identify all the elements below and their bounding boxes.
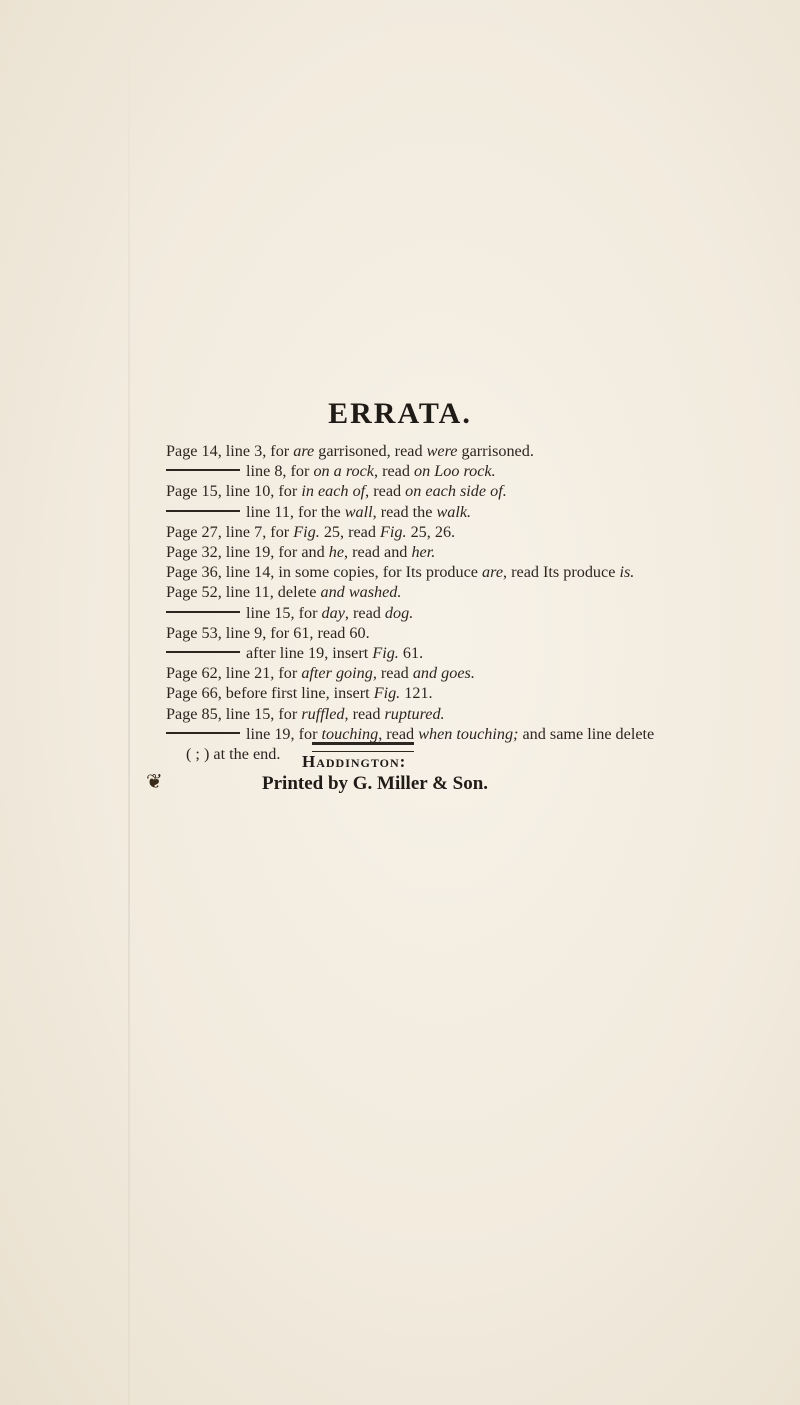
- ditto-dash: [166, 611, 240, 613]
- errata-italic-text: are: [482, 563, 504, 582]
- errata-italic-text: Fig.: [380, 522, 407, 541]
- page-fold: [128, 0, 130, 1405]
- errata-italic-text: he: [328, 543, 345, 562]
- errata-italic-text: and goes.: [412, 664, 475, 683]
- errata-text: and same line delete: [518, 724, 655, 743]
- errata-text: Page 15, line 10, for: [166, 482, 302, 501]
- errata-text: Page 14, line 3, for: [166, 442, 294, 460]
- errata-text: line 19, for: [246, 724, 322, 743]
- errata-text: , read: [344, 704, 385, 723]
- errata-italic-text: is.: [619, 563, 635, 582]
- errata-text: Page 66, before first line, insert: [166, 684, 374, 703]
- errata-text: Page 53, line 9, for 61, read 60.: [166, 623, 370, 642]
- errata-italic-text: ruptured.: [384, 704, 445, 723]
- errata-text: , read: [372, 664, 413, 683]
- ditto-dash: [166, 651, 240, 653]
- errata-text: line 8, for: [246, 462, 314, 481]
- errata-entry: [166, 744, 796, 764]
- errata-entry: [166, 441, 796, 461]
- errata-text: , read: [378, 724, 419, 743]
- errata-text: 25, 26.: [406, 522, 456, 541]
- errata-text: Page 36, line 14, in some copies, for Its produce: [166, 563, 483, 582]
- ditto-dash: [166, 510, 240, 512]
- errata-text: garrisoned, read: [314, 442, 427, 460]
- errata-italic-text: are: [293, 442, 315, 460]
- imprint-place: Haddington:: [302, 752, 407, 771]
- errata-text: Page 27, line 7, for: [166, 522, 294, 541]
- errata-text: line 11, for the: [246, 502, 345, 521]
- errata-italic-text: on Loo rock.: [413, 462, 496, 481]
- errata-italic-text: wall: [344, 502, 373, 521]
- errata-italic-text: on each side of.: [405, 482, 507, 501]
- errata-italic-text: her.: [411, 543, 436, 562]
- errata-italic-text: ruffled: [301, 704, 345, 723]
- errata-text: Page 52, line 11, delete: [166, 583, 321, 602]
- errata-italic-text: day: [321, 603, 345, 622]
- errata-text: , read Its produce: [503, 563, 620, 582]
- errata-text: Page 62, line 21, for: [166, 664, 302, 683]
- errata-italic-text: were: [426, 442, 458, 460]
- errata-entry: [166, 643, 796, 663]
- errata-italic-text: Fig.: [373, 684, 401, 703]
- errata-text: , read: [373, 462, 414, 481]
- errata-italic-text: when touching;: [418, 724, 519, 743]
- errata-text: line 15, for: [246, 603, 322, 622]
- errata-entry: [166, 582, 796, 602]
- errata-entry: [166, 683, 796, 703]
- printer-ornament-icon: ❦: [146, 771, 163, 793]
- errata-text: Page 85, line 15, for: [166, 704, 302, 723]
- errata-entry: [166, 542, 796, 562]
- errata-text: , read the: [372, 502, 437, 521]
- errata-text: after line 19, insert: [246, 644, 373, 663]
- errata-entry: [166, 461, 796, 481]
- errata-italic-text: walk.: [436, 502, 472, 521]
- errata-title: ERRATA.: [328, 397, 472, 430]
- errata-list: [166, 441, 796, 764]
- errata-entry: [166, 502, 796, 522]
- errata-italic-text: Fig.: [372, 644, 399, 663]
- errata-entry: [166, 724, 796, 744]
- errata-text: garrisoned.: [457, 442, 534, 460]
- errata-entry: [166, 603, 796, 623]
- errata-italic-text: dog.: [384, 603, 414, 622]
- errata-entry: [166, 481, 796, 501]
- errata-text: 25, read: [319, 522, 380, 541]
- errata-text: Page 32, line 19, for and: [166, 543, 329, 562]
- errata-text: 121.: [400, 684, 433, 703]
- imprint-printer: Printed by G. Miller & Son.: [262, 773, 489, 794]
- errata-entry: [166, 522, 796, 542]
- errata-text: , read and: [344, 543, 412, 562]
- errata-text: ( ; ) at the end.: [186, 745, 281, 764]
- ditto-dash: [166, 469, 240, 471]
- errata-text: 61.: [398, 644, 424, 663]
- errata-italic-text: on a rock: [313, 462, 374, 481]
- ditto-dash: [166, 732, 240, 734]
- errata-text: , read: [365, 482, 406, 501]
- errata-italic-text: touching: [321, 724, 379, 743]
- errata-entry: [166, 663, 796, 683]
- errata-italic-text: and washed.: [320, 583, 402, 602]
- decorative-rule: [312, 742, 414, 752]
- errata-entry: [166, 623, 796, 643]
- errata-italic-text: in each of: [301, 482, 366, 501]
- errata-entry: [166, 562, 796, 582]
- errata-italic-text: after going: [301, 664, 373, 683]
- errata-italic-text: Fig.: [293, 522, 320, 541]
- errata-text: , read: [344, 603, 385, 622]
- errata-entry: [166, 704, 796, 724]
